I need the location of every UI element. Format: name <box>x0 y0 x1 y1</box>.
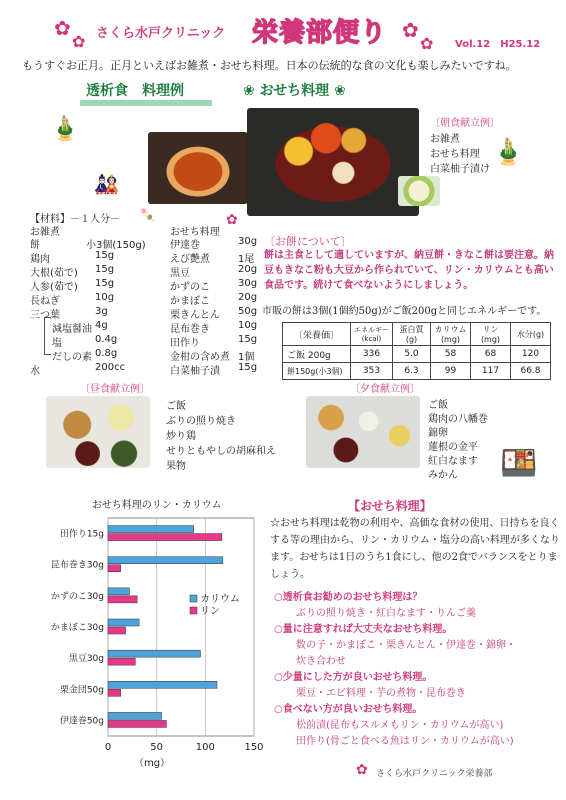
ingredient-amount: 20g <box>238 292 258 303</box>
ingredient-name: 白菜柚子漬 <box>170 366 220 377</box>
ingredient-name: 栗きんとん <box>170 310 220 321</box>
clinic-name: さくら水戸クリニック <box>96 26 226 41</box>
y-tick-label: 黒豆30g <box>68 654 104 665</box>
osechi-photo <box>247 108 419 216</box>
flower-icon: ✿ <box>226 212 238 228</box>
ingredient-amount: 4g <box>95 320 108 331</box>
osechi-title: おせち料理 <box>170 227 220 238</box>
table-cell: 58 <box>431 346 471 363</box>
ingredient-name: 金柑の含め煮 <box>170 352 230 363</box>
bar-potassium <box>108 712 162 719</box>
menu-item: 鶏肉の八幡巻 <box>428 414 488 425</box>
bar-potassium <box>108 588 129 595</box>
table-cell: 5.0 <box>393 346 431 363</box>
osechi-section-body: ☆おせち料理は乾物の利用や、高価な食材の使用、日持ちを良くする等の理由から、リン・カリウム・塩分の高い料理が多くなります。おせちは1日のうち1食にし、他の2食でバランスをとりましょう。 <box>270 518 560 580</box>
menu-item: ご飯 <box>166 401 186 412</box>
bar-phosphorus <box>108 720 166 727</box>
flower-icon: ✿ <box>356 762 368 778</box>
intro-text: もうすぐお正月。正月といえばお雑煮・おせち料理。日本の伝統的な食の文化も楽しみたいですね。 <box>22 59 517 72</box>
y-tick-label: 昆布巻き30g <box>50 560 104 571</box>
ingredient-name: かまぼこ <box>170 296 210 307</box>
mochi-heading: 〔お餅について〕 <box>264 235 352 248</box>
table-cell: 68 <box>471 346 511 363</box>
kadomatsu-icon: 🎍 <box>492 137 525 167</box>
kadomatsu-icon: 🎍 <box>50 114 80 142</box>
table-cell: 66.8 <box>511 363 551 380</box>
menu-item: 錦卵 <box>428 428 448 439</box>
menu-item: ご飯 <box>428 400 448 411</box>
ingredient-amount: 15g <box>238 334 258 345</box>
tip-detail: 栗豆・エビ料理・芋の煮物・昆布巻き <box>296 688 466 699</box>
ingredient-amount: 10g <box>95 292 115 303</box>
bar-phosphorus <box>108 596 137 603</box>
plot-area <box>108 518 254 736</box>
seasoning-bracket <box>44 317 51 355</box>
x-tick-label: 100 <box>195 742 215 753</box>
legend-swatch <box>190 607 197 614</box>
menu-item: 紅白なます <box>428 456 478 467</box>
legend-swatch <box>190 595 197 602</box>
jubako-icon: 🍱 <box>500 446 538 481</box>
ingredient-amount: 20g <box>238 264 258 275</box>
flower-icon: ✿ <box>72 32 86 51</box>
menu-item: 果物 <box>166 461 186 472</box>
footer: さくら水戸クリニック栄養部 <box>376 769 493 779</box>
ingredient-amount: 0.4g <box>95 334 118 345</box>
bar-phosphorus <box>108 534 222 541</box>
ingredient-name: 人参(茹で) <box>30 282 78 293</box>
table-cell: 餅150g(小3個) <box>283 363 351 380</box>
table-header: リン(mg) <box>471 323 511 346</box>
ingredient-name: 鶏肉 <box>30 254 50 265</box>
x-tick-label: 150 <box>244 742 264 753</box>
kagamimochi-icon: 🎎 <box>94 172 119 196</box>
tip-detail: ぶりの照り焼き・紅白なます・りんご羹 <box>296 608 476 619</box>
table-row <box>283 363 551 380</box>
ingredient-amount: 小3個(150g) <box>86 240 146 251</box>
pickles-photo <box>398 176 440 206</box>
tip-detail: 数の子・かまぼこ・栗きんとん・伊達巻・錦卵・ <box>296 640 516 651</box>
table-cell: 117 <box>471 363 511 380</box>
mochi-note: 市販の餅は3個(1個約50g)がご飯200gと同じエネルギーです。 <box>262 306 547 317</box>
ingredient-name: 水 <box>30 366 40 377</box>
ingredient-name: 昆布巻き <box>170 324 210 335</box>
table-cell: 336 <box>351 346 393 363</box>
ingredient-name: 三つ葉 <box>30 310 60 321</box>
tip-detail: 松前漬(昆布もスルメもリン・カリウムが高い) <box>296 720 504 731</box>
flower-icon: ✿ <box>54 16 71 40</box>
table-cell: 353 <box>351 363 393 380</box>
breakfast-item: 白菜柚子漬け <box>430 164 490 175</box>
bar-phosphorus <box>108 689 121 696</box>
ingredient-amount: 30g <box>238 236 258 247</box>
tip-heading: ○量に注意すれば大丈夫なおせち料理。 <box>274 624 453 635</box>
x-axis-label: （mg） <box>133 758 171 769</box>
table-header: カリウム(mg) <box>431 323 471 346</box>
breakfast-heading: 〔朝食献立例〕 <box>430 118 500 129</box>
y-tick-label: 田作り15g <box>59 529 104 540</box>
ingredient-name: 黒豆 <box>170 268 190 279</box>
table-row <box>283 346 551 363</box>
x-tick-label: 50 <box>150 742 164 753</box>
table-row <box>283 323 551 346</box>
bar-phosphorus <box>108 627 126 634</box>
menu-item: 蓮根の金平 <box>428 442 478 453</box>
ingredient-amount: 15g <box>95 278 115 289</box>
tip-detail: 田作り(骨ごと食べる魚はリン・カリウムが高い) <box>296 736 514 747</box>
menu-item: みかん <box>428 470 458 481</box>
table-header: 水分(g) <box>511 323 551 346</box>
bar-potassium <box>108 619 139 626</box>
ingredient-name: 長ねぎ <box>30 296 60 307</box>
legend-label: リン <box>200 606 220 617</box>
phosphorus-potassium-chart <box>30 490 266 770</box>
bar-potassium <box>108 650 200 657</box>
ingredient-amount: 15g <box>95 250 115 261</box>
flower-icon: ✿ <box>402 18 419 42</box>
bar-potassium <box>108 681 217 688</box>
tip-heading: ○少量にした方が良いおせち料理。 <box>274 672 433 683</box>
y-tick-label: かまぼこ30g <box>50 623 104 633</box>
ingredient-name: かずのこ <box>170 282 210 293</box>
chart-title: おせち料理のリン・カリウム <box>92 500 222 511</box>
table-cell: 99 <box>431 363 471 380</box>
menu-item: ぶりの照り焼き <box>166 416 236 427</box>
dinner-photo <box>306 396 420 468</box>
page-title: 栄養部便り <box>252 18 388 48</box>
breakfast-item: お雑煮 <box>430 134 460 145</box>
ingredient-name: 餅 <box>30 240 40 251</box>
ingredient-amount: 1個 <box>238 352 255 363</box>
ingredient-amount: 15g <box>238 362 258 373</box>
table-cell: ご飯 200g <box>283 346 351 363</box>
y-tick-label: 伊達巻50g <box>59 716 104 727</box>
ingredient-name: 大根(茹で) <box>30 268 78 279</box>
ingredient-amount: 1尾 <box>238 254 255 265</box>
ingredient-name: えび艶煮 <box>170 254 210 265</box>
nutrition-table <box>282 322 551 380</box>
materials-heading: 【材料】－１人分－ <box>30 214 120 225</box>
x-tick-label: 0 <box>104 742 112 753</box>
tip-heading: ○食べない方が良いおせち料理。 <box>274 704 423 715</box>
table-header: エネルギー(kcal) <box>351 323 393 346</box>
bar-phosphorus <box>108 658 135 665</box>
zouni-title: お雑煮 <box>30 227 60 238</box>
ingredient-name: 伊達巻 <box>170 240 200 251</box>
y-tick-label: かずのこ30g <box>50 591 104 602</box>
osechi-heading: ❀ おせち料理 ❀ <box>243 83 346 99</box>
menu-item: せりともやしの胡麻和え <box>166 446 276 457</box>
tip-detail: 炊き合わせ <box>296 656 346 667</box>
table-header: 蛋白質(g) <box>393 323 431 346</box>
bar-phosphorus <box>108 565 121 572</box>
y-tick-label: 栗金団50g <box>59 685 104 696</box>
bar-potassium <box>108 557 223 564</box>
ingredient-name: 減塩醤油 <box>52 324 92 335</box>
lunch-photo <box>46 396 150 468</box>
volume-label: Vol.12 H25.12 <box>455 39 541 50</box>
table-header: 〔栄養価〕 <box>283 323 351 346</box>
flower-icon: ✿ <box>420 34 434 53</box>
mochi-text: 餅は主食として適していますが、納豆餅・きなこ餅は要注意。納豆もきなこ粉も大豆から作られていて、リン・カリウムとも高い食品です。続けて食べないようにしましょう。 <box>264 250 554 291</box>
breakfast-item: おせち料理 <box>430 149 480 160</box>
osechi-section-heading: 【おせち料理】 <box>348 499 432 513</box>
kagamimochi-icon: 🍡 <box>140 208 155 222</box>
dinner-heading: 〔夕食献立例〕 <box>350 384 420 395</box>
heading-underline <box>80 100 212 106</box>
ingredient-amount: 200cc <box>95 362 126 373</box>
table-cell: 6.3 <box>393 363 431 380</box>
ingredient-amount: 3g <box>95 306 108 317</box>
ingredient-name: 塩 <box>52 338 62 349</box>
lunch-heading: 〔昼食献立例〕 <box>80 384 150 395</box>
ingredient-name: だしの素 <box>52 352 92 363</box>
bar-potassium <box>108 526 194 533</box>
ingredient-amount: 30g <box>238 278 258 289</box>
ingredient-amount: 0.8g <box>95 348 118 359</box>
legend-label: カリウム <box>200 594 240 605</box>
ingredient-amount: 50g <box>238 306 258 317</box>
ingredient-name: 田作り <box>170 338 200 349</box>
menu-item: 炒り鶏 <box>166 431 196 442</box>
zouni-photo <box>148 132 248 204</box>
tip-heading: ○透析食お勧めのおせち料理は？ <box>274 592 423 603</box>
ingredient-amount: 10g <box>238 320 258 331</box>
table-cell: 120 <box>511 346 551 363</box>
ingredient-amount: 15g <box>95 264 115 275</box>
dish-example-heading: 透析食 料理例 <box>86 83 184 99</box>
